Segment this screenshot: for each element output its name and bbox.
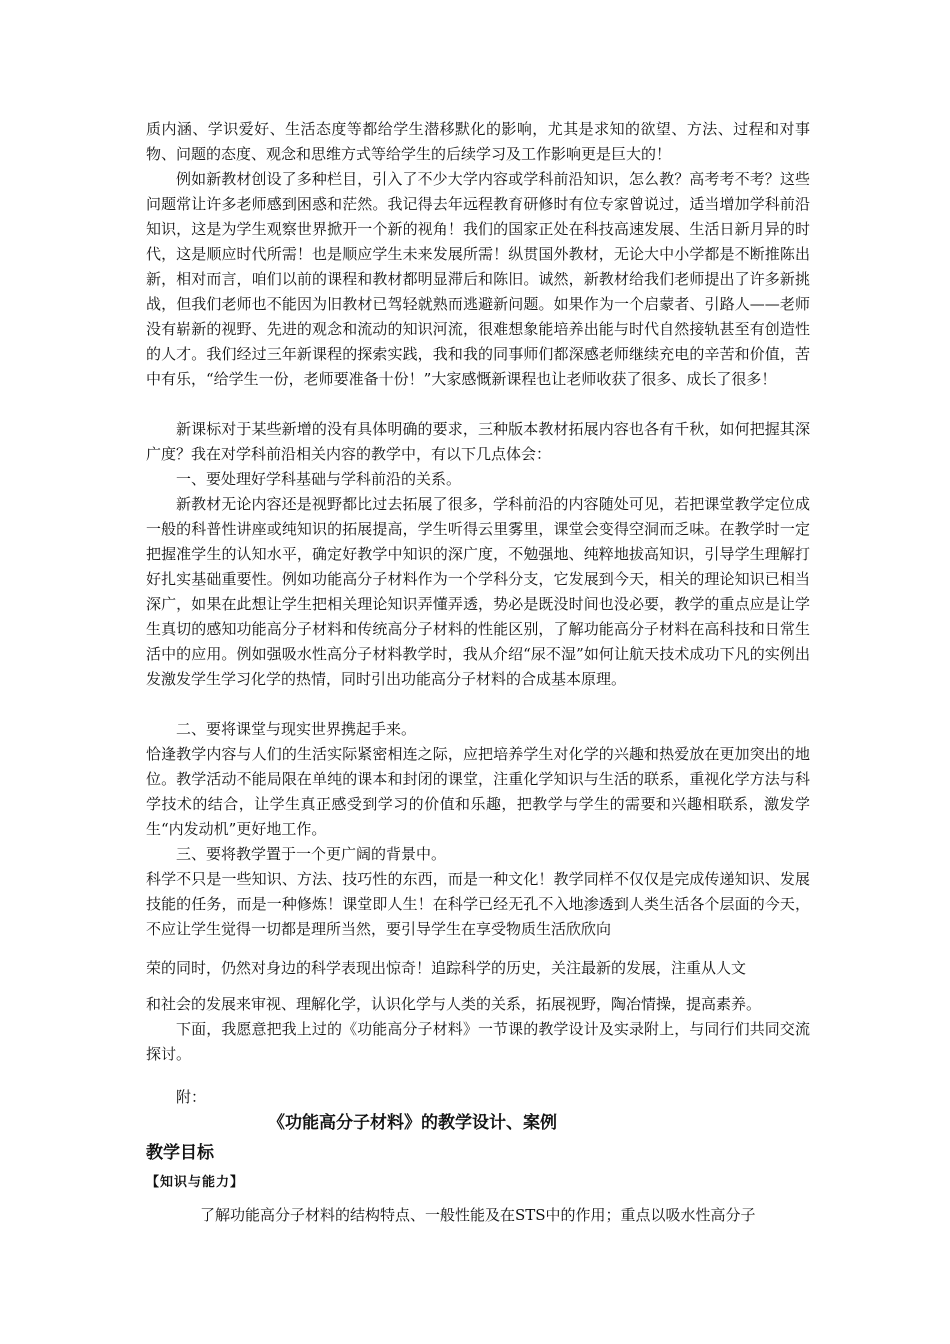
paragraph-6: 科学不只是一些知识、方法、技巧性的东西，而是一种文化！教学同样不仅仅是完成传递知识、发展技能的任务，而是一种修炼！课堂即人生！在科学已经无孔不入地渗透到人类生活各个层面的今天，不应让学生觉得一切都是理所当然，要引导学生在享受物质生活欣欣向 bbox=[146, 870, 810, 938]
paragraph-5: 恰逢教学内容与人们的生活实际紧密相连之际，应把培养学生对化学的兴趣和热爱放在更加突出的地位。教学活动不能局限在单纯的课本和封闭的课堂，注重化学知识与生活的联系，重视化学方法与科学技术的结合，让学生真正感受到学习的价值和乐趣，把教学与学生的需要和兴趣相联系，激发学生“内发动机”更好地工作。 bbox=[146, 745, 810, 838]
heading-point-3: 三、要将教学置于一个更广阔的背景中。 bbox=[176, 845, 447, 863]
last-line: 了解功能高分子材料的结构特点、一般性能及在STS中的作用；重点以吸水性高分子 bbox=[200, 1206, 756, 1224]
section-heading: 教学目标 bbox=[146, 1143, 214, 1163]
appendix-title: 《功能高分子材料》的教学设计、案例 bbox=[268, 1113, 557, 1133]
paragraph-6-line-5: 荣的同时，仍然对身边的科学表现出惊奇！追踪科学的历史，关注最新的发展，注重从人文 bbox=[146, 959, 747, 977]
paragraph-3: 新课标对于某些新增的没有具体明确的要求，三种版本教材拓展内容也各有千秋，如何把握其深广度？我在对学科前沿相关内容的教学中，有以下几点体会： bbox=[146, 420, 810, 463]
appendix-label: 附： bbox=[176, 1088, 207, 1106]
paragraph-7: 下面，我愿意把我上过的《功能高分子材料》一节课的教学设计及实录附上，与同行们共同交流探讨。 bbox=[146, 1020, 810, 1063]
paragraph-2: 例如新教材创设了多种栏目，引入了不少大学内容或学科前沿知识，怎么教？高考考不考？这些问题常让许多老师感到困惑和茫然。我记得去年远程教育研修时有位专家曾说过，适当增加学科前沿知识，这是为学生观察世界掀开一个新的视角！我们的国家正处在科技高速发展、生活日新月异的时代，这是顺应时代所需！也是顺应学生未来发展所需！纵贯国外教材，无论大中小学都是不断推陈出新，相对而言，咱们以前的课程和教材都明显滞后和陈旧。诚然，新教材给我们老师提出了许多新挑战，但我们老师也不能因为旧教材已驾轻就熟而逃避新问题。如果作为一个启蒙者、引路人——老师没有崭新的视野、先进的观念和流动的知识河流，很难想象能培养出能与时代自然接轨甚至有创造性的人才。我们经过三年新课程的探索实践，我和我的同事师们都深感老师继续充电的辛苦和价值，苦中有乐，“给学生一份，老师要准备十份！”大家感慨新课程也让老师收获了很多、成长了很多！ bbox=[146, 170, 810, 388]
heading-point-2: 二、要将课堂与现实世界携起手来。 bbox=[176, 720, 417, 738]
paragraph-4: 新教材无论内容还是视野都比过去拓展了很多，学科前沿的内容随处可见，若把课堂教学定位成一般的科普性讲座或纯知识的拓展提高，学生听得云里雾里，课堂会变得空洞而乏味。在教学时一定把握准学生的认知水平，确定好教学中知识的深广度，不勉强地、纯粹地拔高知识，引导学生理解打好扎实基础重要性。例如功能高分子材料作为一个学科分支，它发展到今天，相关的理论知识已相当深广，如果在此想让学生把相关理论知识弄懂弄透，势必是既没时间也没必要，教学的重点应是让学生真切的感知功能高分子材料和传统高分子材料的性能区别，了解功能高分子材料在高科技和日常生活中的应用。例如强吸水性高分子材料教学时，我从介绍“尿不湿”如何让航天技术成功下凡的实例出发激发学生学习化学的热情，同时引出功能高分子材料的合成基本原理。 bbox=[146, 495, 810, 688]
sub-heading: 【知识与能力】 bbox=[146, 1175, 245, 1190]
paragraph-6-line-6: 和社会的发展来审视、理解化学，认识化学与人类的关系，拓展视野，陶冶情操，提高素养。 bbox=[146, 995, 762, 1013]
heading-point-1: 一、要处理好学科基础与学科前沿的关系。 bbox=[176, 470, 462, 488]
paragraph-1: 质内涵、学识爱好、生活态度等都给学生潜移默化的影响，尤其是求知的欲望、方法、过程和对事物、问题的态度、观念和思维方式等给学生的后续学习及工作影响更是巨大的！ bbox=[146, 120, 810, 163]
